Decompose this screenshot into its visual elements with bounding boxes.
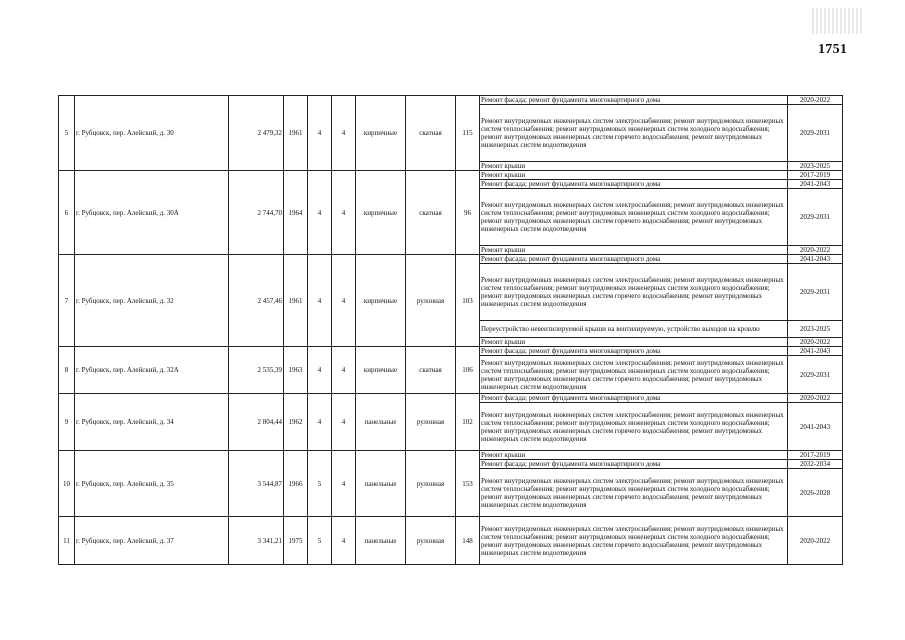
roof-type-cell: рулонная bbox=[406, 517, 456, 565]
walls-cell: кирпичные bbox=[356, 171, 406, 255]
row-number: 8 bbox=[59, 347, 75, 394]
period-cell: 2041-2043 bbox=[788, 347, 843, 356]
table-row bbox=[59, 255, 843, 264]
work-type-cell: Ремонт внутридомовых инженерных систем электроснабжения; ремонт внутридомовых инженерных систем теплоснабжения; ремонт внутридомовых инженерных систем холодного водоснабжения; ремонт внутридомовых инженерных систем горячего водоснабжения; ремонт внутридомовых инженерных систем водоотведения bbox=[480, 517, 788, 565]
year-cell: 1963 bbox=[284, 347, 308, 394]
area-cell: 2 535,39 bbox=[229, 347, 284, 394]
work-type-cell: Ремонт внутридомовых инженерных систем электроснабжения; ремонт внутридомовых инженерных систем теплоснабжения; ремонт внутридомовых инженерных систем холодного водоснабжения; ремонт внутридомовых инженерных систем горячего водоснабжения; ремонт внутридомовых инженерных систем водоотведения bbox=[480, 264, 788, 321]
period-cell: 2020-2022 bbox=[788, 246, 843, 255]
entrances-cell: 4 bbox=[332, 171, 356, 255]
work-type-cell: Ремонт фасада; ремонт фундамента многоквартирного дома bbox=[480, 96, 788, 105]
roof-type-cell: рулонная bbox=[406, 394, 456, 451]
floors-cell: 4 bbox=[308, 255, 332, 347]
walls-cell: кирпичные bbox=[356, 96, 406, 171]
period-cell: 2029-2031 bbox=[788, 356, 843, 394]
work-type-cell: Ремонт крыши bbox=[480, 162, 788, 171]
residents-cell: 102 bbox=[456, 394, 480, 451]
work-type-cell: Переустройство невентилируемой крыши на вентилируемую, устройство выходов на кровлю bbox=[480, 321, 788, 338]
table-row bbox=[59, 347, 843, 356]
year-cell: 1962 bbox=[284, 394, 308, 451]
period-cell: 2020-2022 bbox=[788, 517, 843, 565]
entrances-cell: 4 bbox=[332, 517, 356, 565]
address-cell: г. Рубцовск, пер. Алейский, д. 34 bbox=[75, 394, 229, 451]
work-type-cell: Ремонт фасада; ремонт фундамента многоквартирного дома bbox=[480, 180, 788, 189]
address-cell: г. Рубцовск, пер. Алейский, д. 35 bbox=[75, 451, 229, 517]
table-row bbox=[59, 517, 843, 565]
period-cell: 2041-2043 bbox=[788, 180, 843, 189]
period-cell: 2017-2019 bbox=[788, 451, 843, 460]
table-row bbox=[59, 394, 843, 403]
table-row bbox=[59, 171, 843, 180]
work-type-cell: Ремонт крыши bbox=[480, 451, 788, 460]
work-type-cell: Ремонт крыши bbox=[480, 338, 788, 347]
row-number: 7 bbox=[59, 255, 75, 347]
period-cell: 2029-2031 bbox=[788, 105, 843, 162]
roof-type-cell: рулонная bbox=[406, 451, 456, 517]
residents-cell: 115 bbox=[456, 96, 480, 171]
period-cell: 2020-2022 bbox=[788, 96, 843, 105]
residents-cell: 148 bbox=[456, 517, 480, 565]
work-type-cell: Ремонт фасада; ремонт фундамента многоквартирного дома bbox=[480, 394, 788, 403]
entrances-cell: 4 bbox=[332, 347, 356, 394]
floors-cell: 5 bbox=[308, 451, 332, 517]
entrances-cell: 4 bbox=[332, 255, 356, 347]
year-cell: 1961 bbox=[284, 255, 308, 347]
period-cell: 2020-2022 bbox=[788, 338, 843, 347]
work-type-cell: Ремонт внутридомовых инженерных систем электроснабжения; ремонт внутридомовых инженерных систем теплоснабжения; ремонт внутридомовых инженерных систем холодного водоснабжения; ремонт внутридомовых инженерных систем горячего водоснабжения; ремонт внутридомовых инженерных систем водоотведения bbox=[480, 469, 788, 517]
period-cell: 2023-2025 bbox=[788, 162, 843, 171]
work-type-cell: Ремонт внутридомовых инженерных систем электроснабжения; ремонт внутридомовых инженерных систем теплоснабжения; ремонт внутридомовых инженерных систем холодного водоснабжения; ремонт внутридомовых инженерных систем горячего водоснабжения; ремонт внутридомовых инженерных систем водоотведения bbox=[480, 105, 788, 162]
period-cell: 2017-2019 bbox=[788, 171, 843, 180]
period-cell: 2041-2043 bbox=[788, 255, 843, 264]
residents-cell: 96 bbox=[456, 171, 480, 255]
address-cell: г. Рубцовск, пер. Алейский, д. 32А bbox=[75, 347, 229, 394]
row-number: 10 bbox=[59, 451, 75, 517]
floors-cell: 4 bbox=[308, 347, 332, 394]
address-cell: г. Рубцовск, пер. Алейский, д. 30 bbox=[75, 96, 229, 171]
period-cell: 2029-2031 bbox=[788, 189, 843, 246]
page-number: 1751 bbox=[818, 42, 848, 57]
year-cell: 1961 bbox=[284, 96, 308, 171]
row-number: 9 bbox=[59, 394, 75, 451]
roof-type-cell: скатная bbox=[406, 96, 456, 171]
entrances-cell: 4 bbox=[332, 451, 356, 517]
area-cell: 3 544,87 bbox=[229, 451, 284, 517]
work-type-cell: Ремонт фасада; ремонт фундамента многоквартирного дома bbox=[480, 255, 788, 264]
year-cell: 1975 bbox=[284, 517, 308, 565]
walls-cell: панельные bbox=[356, 517, 406, 565]
row-number: 11 bbox=[59, 517, 75, 565]
address-cell: г. Рубцовск, пер. Алейский, д. 37 bbox=[75, 517, 229, 565]
walls-cell: панельные bbox=[356, 394, 406, 451]
registry-table bbox=[58, 95, 843, 565]
period-cell: 2041-2043 bbox=[788, 403, 843, 451]
row-number: 5 bbox=[59, 96, 75, 171]
walls-cell: кирпичные bbox=[356, 347, 406, 394]
address-cell: г. Рубцовск, пер. Алейский, д. 30А bbox=[75, 171, 229, 255]
period-cell: 2023-2025 bbox=[788, 321, 843, 338]
period-cell: 2020-2022 bbox=[788, 394, 843, 403]
entrances-cell: 4 bbox=[332, 96, 356, 171]
year-cell: 1966 bbox=[284, 451, 308, 517]
entrances-cell: 4 bbox=[332, 394, 356, 451]
roof-type-cell: скатная bbox=[406, 347, 456, 394]
roof-type-cell: скатная bbox=[406, 171, 456, 255]
work-type-cell: Ремонт крыши bbox=[480, 246, 788, 255]
area-cell: 2 457,46 bbox=[229, 255, 284, 347]
period-cell: 2032-2034 bbox=[788, 460, 843, 469]
area-cell: 2 744,70 bbox=[229, 171, 284, 255]
table-row bbox=[59, 451, 843, 460]
floors-cell: 4 bbox=[308, 96, 332, 171]
work-type-cell: Ремонт внутридомовых инженерных систем электроснабжения; ремонт внутридомовых инженерных систем теплоснабжения; ремонт внутридомовых инженерных систем холодного водоснабжения; ремонт внутридомовых инженерных систем горячего водоснабжения; ремонт внутридомовых инженерных систем водоотведения bbox=[480, 189, 788, 246]
work-type-cell: Ремонт крыши bbox=[480, 171, 788, 180]
address-cell: г. Рубцовск, пер. Алейский, д. 32 bbox=[75, 255, 229, 347]
walls-cell: панельные bbox=[356, 451, 406, 517]
work-type-cell: Ремонт фасада; ремонт фундамента многоквартирного дома bbox=[480, 460, 788, 469]
row-number: 6 bbox=[59, 171, 75, 255]
walls-cell: кирпичные bbox=[356, 255, 406, 347]
work-type-cell: Ремонт внутридомовых инженерных систем электроснабжения; ремонт внутридомовых инженерных систем теплоснабжения; ремонт внутридомовых инженерных систем холодного водоснабжения; ремонт внутридомовых инженерных систем горячего водоснабжения; ремонт внутридомовых инженерных систем водоотведения bbox=[480, 403, 788, 451]
period-cell: 2026-2028 bbox=[788, 469, 843, 517]
year-cell: 1964 bbox=[284, 171, 308, 255]
floors-cell: 5 bbox=[308, 517, 332, 565]
residents-cell: 153 bbox=[456, 451, 480, 517]
stamp-mark bbox=[812, 8, 864, 34]
floors-cell: 4 bbox=[308, 171, 332, 255]
roof-type-cell: рулонная bbox=[406, 255, 456, 347]
floors-cell: 4 bbox=[308, 394, 332, 451]
residents-cell: 103 bbox=[456, 255, 480, 347]
area-cell: 3 341,21 bbox=[229, 517, 284, 565]
table-row bbox=[59, 96, 843, 105]
work-type-cell: Ремонт фасада; ремонт фундамента многоквартирного дома bbox=[480, 347, 788, 356]
period-cell: 2029-2031 bbox=[788, 264, 843, 321]
area-cell: 2 479,32 bbox=[229, 96, 284, 171]
area-cell: 2 804,44 bbox=[229, 394, 284, 451]
residents-cell: 106 bbox=[456, 347, 480, 394]
work-type-cell: Ремонт внутридомовых инженерных систем электроснабжения; ремонт внутридомовых инженерных систем теплоснабжения; ремонт внутридомовых инженерных систем холодного водоснабжения; ремонт внутридомовых инженерных систем горячего водоснабжения; ремонт внутридомовых инженерных систем водоотведения bbox=[480, 356, 788, 394]
